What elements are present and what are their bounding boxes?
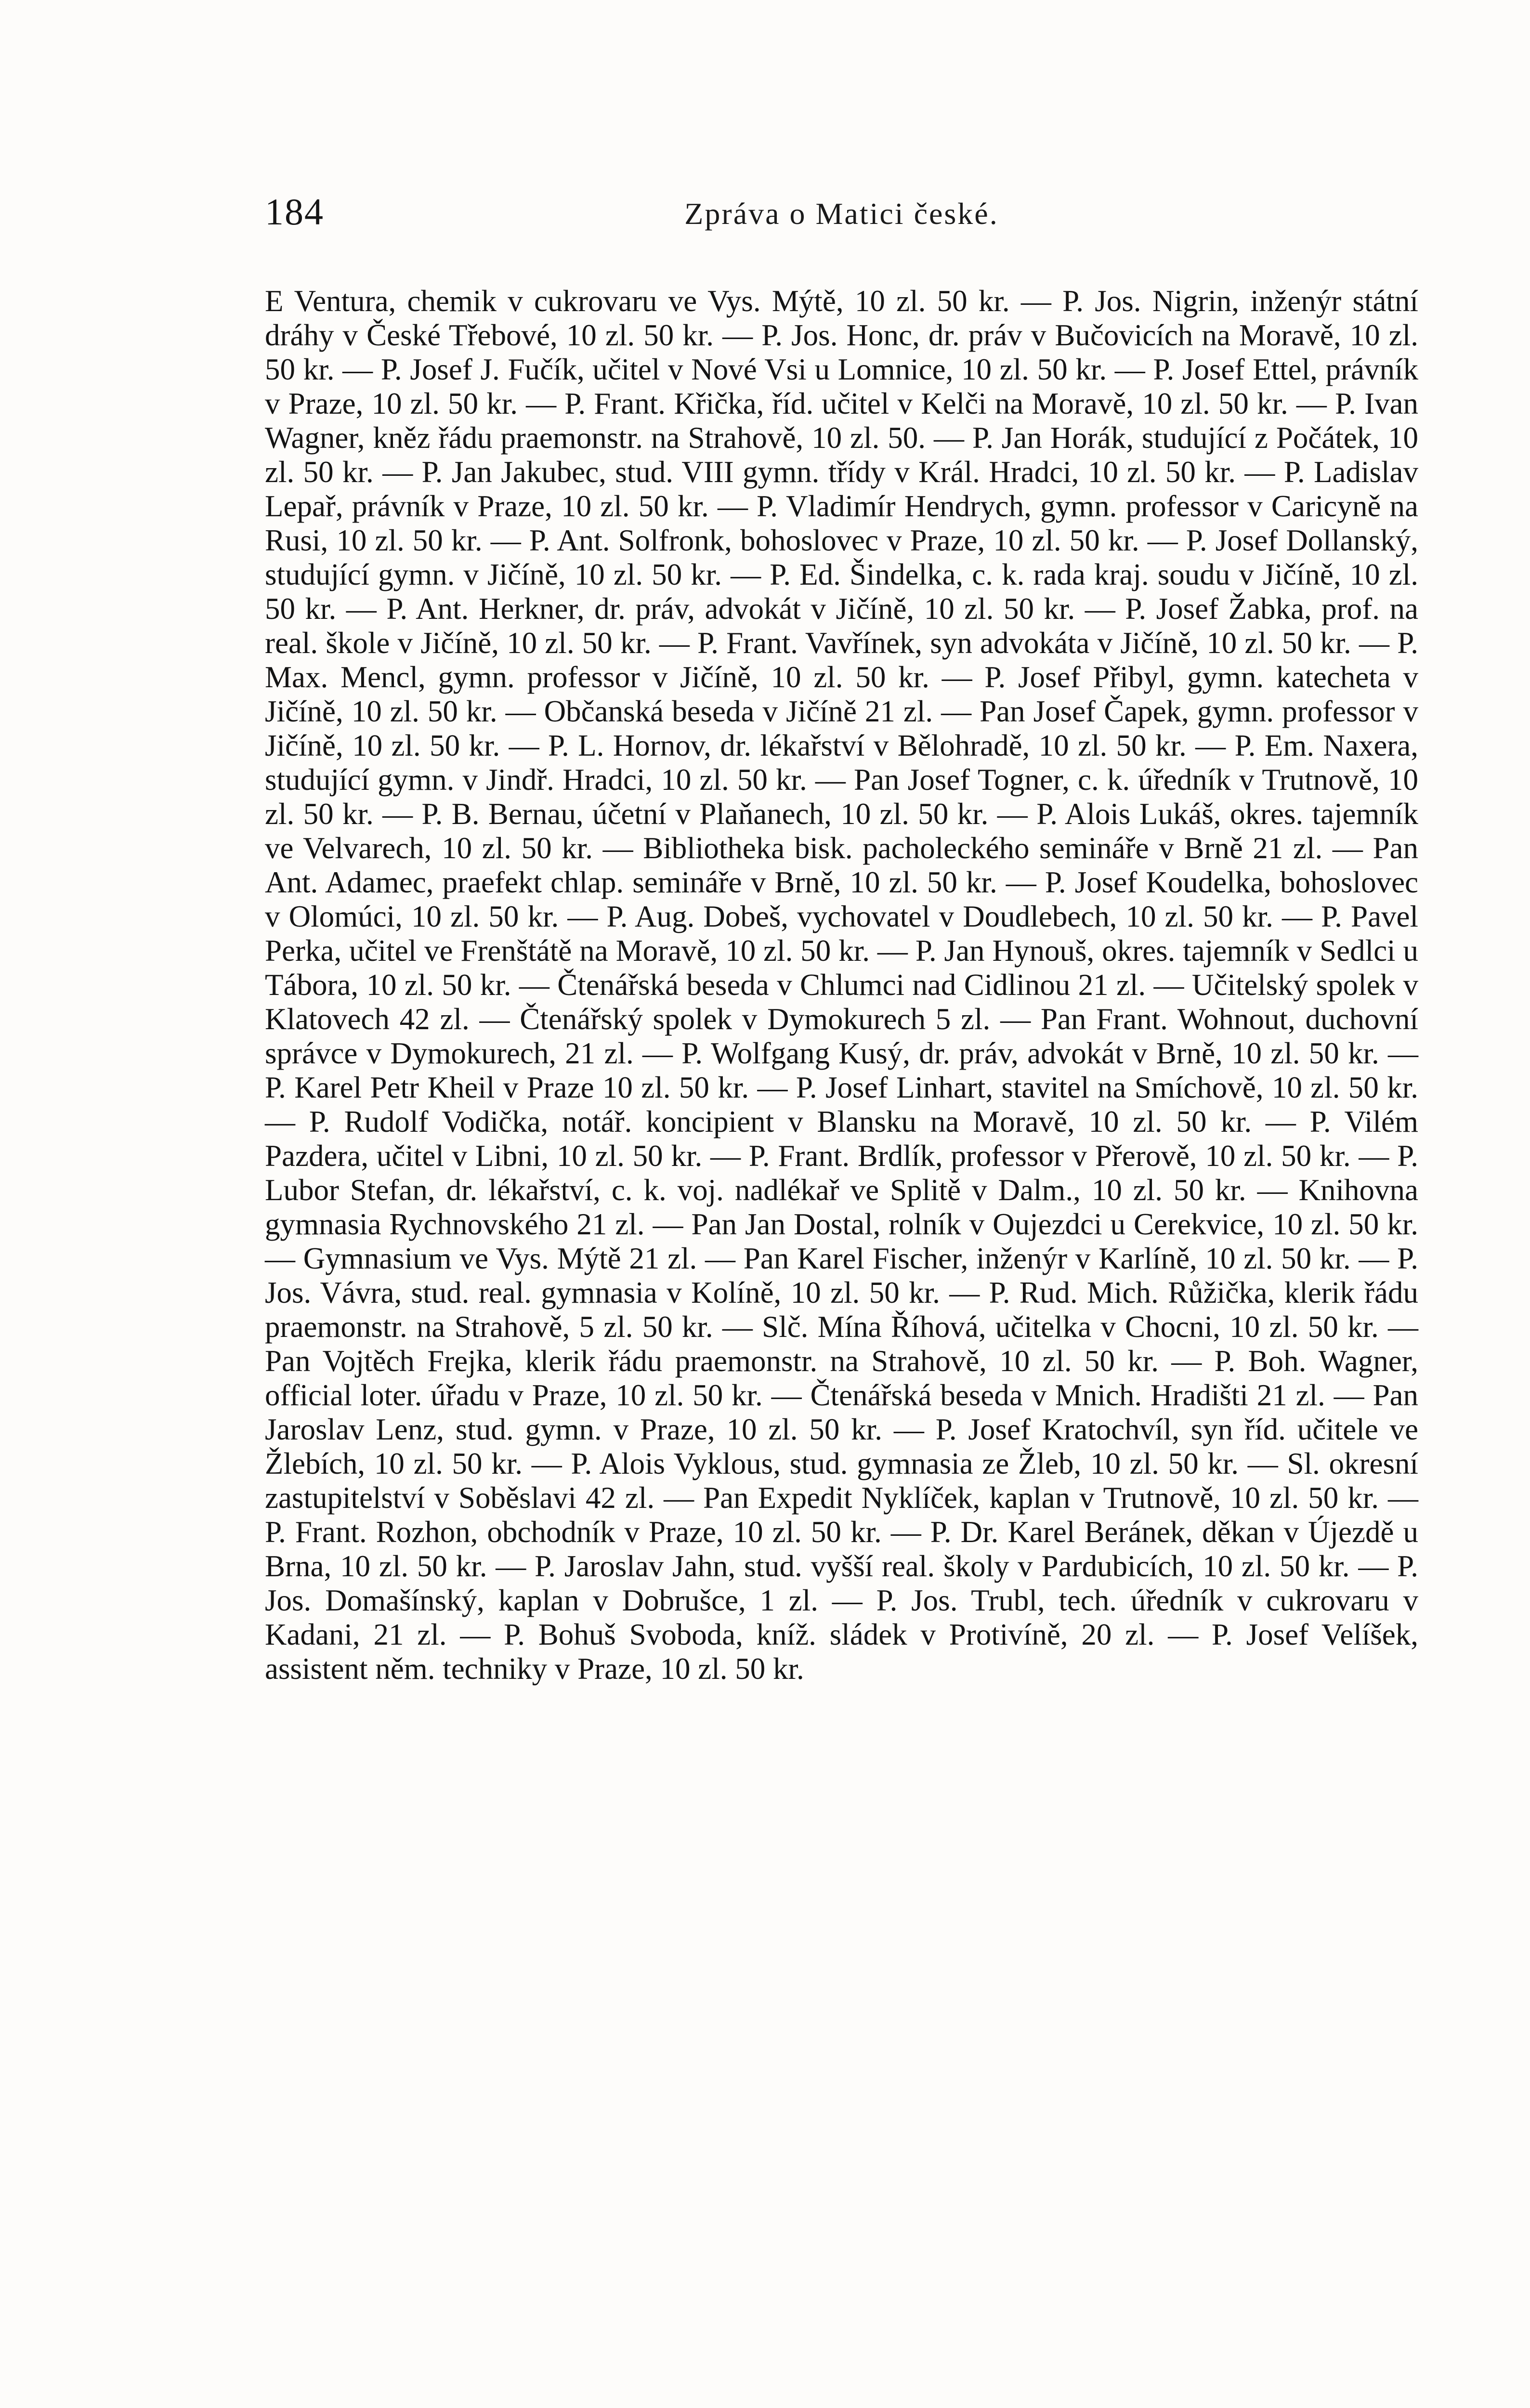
- page-number: 184: [265, 191, 324, 233]
- body-paragraph: E Ventura, chemik v cukrovaru ve Vys. Mýtě, 10 zl. 50 kr. — P. Jos. Nigrin, inženýr státní dráhy v České Třebové, 10 zl. 50 kr. — P. Jos. Honc, dr. práv v Bučovicích na Moravě, 10 zl. 50 kr. — P. Josef J. Fučík, učitel v Nové Vsi u Lomnice, 10 zl. 50 kr. — P. Josef Ettel, právník v Praze, 10 zl. 50 kr. — P. Frant. Křička, říd. učitel v Kelči na Moravě, 10 zl. 50 kr. — P. Ivan Wagner, kněz řádu praemonstr. na Strahově, 10 zl. 50. — P. Jan Horák, studující z Počátek, 10 zl. 50 kr. — P. Jan Jakubec, stud. VIII gymn. třídy v Král. Hradci, 10 zl. 50 kr. — P. Ladislav Lepař, právník v Praze, 10 zl. 50 kr. — P. Vladimír Hendrych, gymn. professor v Caricyně na Rusi, 10 zl. 50 kr. — P. Ant. Solfronk, bohoslovec v Praze, 10 zl. 50 kr. — P. Josef Dollanský, studující gymn. v Jičíně, 10 zl. 50 kr. — P. Ed. Šindelka, c. k. rada kraj. soudu v Jičíně, 10 zl. 50 kr. — P. Ant. Herkner, dr. práv, advokát v Jičíně, 10 zl. 50 kr. — P. Josef Žabka, prof. na real. škole v Jičíně, 10 zl. 50 kr. — P. Frant. Vavřínek, syn advokáta v Jičíně, 10 zl. 50 kr. — P. Max. Mencl, gymn. professor v Jičíně, 10 zl. 50 kr. — P. Josef Přibyl, gymn. katecheta v Jičíně, 10 zl. 50 kr. — Občanská beseda v Jičíně 21 zl. — Pan Josef Čapek, gymn. professor v Jičíně, 10 zl. 50 kr. — P. L. Hornov, dr. lékařství v Bělohradě, 10 zl. 50 kr. — P. Em. Naxera, studující gymn. v Jindř. Hradci, 10 zl. 50 kr. — Pan Josef Togner, c. k. úředník v Trutnově, 10 zl. 50 kr. — P. B. Bernau, účetní v Plaňanech, 10 zl. 50 kr. — P. Alois Lukáš, okres. tajemník ve Velvarech, 10 zl. 50 kr. — Bibliotheka bisk. pacholeckého semináře v Brně 21 zl. — Pan Ant. Adamec, praefekt chlap. semináře v Brně, 10 zl. 50 kr. — P. Josef Koudelka, bohoslovec v Olomúci, 10 zl. 50 kr. — P. Aug. Dobeš, vychovatel v Doudlebech, 10 zl. 50 kr. — P. Pavel Perka, učitel ve Frenštátě na Moravě, 10 zl. 50 kr. — P. Jan Hynouš, okres. tajemník v Sedlci u Tábora, 10 zl. 50 kr. — Čtenářská beseda v Chlumci nad Cidlinou 21 zl. — Učitelský spolek v Klatovech 42 zl. — Čtenářský spolek v Dymokurech 5 zl. — Pan Frant. Wohnout, duchovní správce v Dymokurech, 21 zl. — P. Wolfgang Kusý, dr. práv, advokát v Brně, 10 zl. 50 kr. — P. Karel Petr Kheil v Praze 10 zl. 50 kr. — P. Josef Linhart, stavitel na Smíchově, 10 zl. 50 kr. — P. Rudolf Vodička, notář. koncipient v Blansku na Moravě, 10 zl. 50 kr. — P. Vilém Pazdera, učitel v Libni, 10 zl. 50 kr. — P. Frant. Brdlík, professor v Přerově, 10 zl. 50 kr. — P. Lubor Stefan, dr. lékařství, c. k. voj. nadlékař ve Splitě v Dalm., 10 zl. 50 kr. — Knihovna gymnasia Rychnovského 21 zl. — Pan Jan Dostal, rolník v Oujezdci u Cerekvice, 10 zl. 50 kr. — Gymnasium ve Vys. Mýtě 21 zl. — Pan Karel Fischer, inženýr v Karlíně, 10 zl. 50 kr. — P. Jos. Vávra, stud. real. gymnasia v Kolíně, 10 zl. 50 kr. — P. Rud. Mich. Růžička, klerik řádu praemonstr. na Strahově, 5 zl. 50 kr. — Slč. Mína Říhová, učitelka v Chocni, 10 zl. 50 kr. — Pan Vojtěch Frejka, klerik řádu praemonstr. na Strahově, 10 zl. 50 kr. — P. Boh. Wagner, official loter. úřadu v Praze, 10 zl. 50 kr. — Čtenářská beseda v Mnich. Hradišti 21 zl. — Pan Jaroslav Lenz, stud. gymn. v Praze, 10 zl. 50 kr. — P. Josef Kratochvíl, syn říd. učitele ve Žlebích, 10 zl. 50 kr. — P. Alois Vyklous, stud. gymnasia ze Žleb, 10 zl. 50 kr. — Sl. okresní zastupitelství v Soběslavi 42 zl. — Pan Expedit Nyklíček, kaplan v Trutnově, 10 zl. 50 kr. — P. Frant. Rozhon, obchodník v Praze, 10 zl. 50 kr. — P. Dr. Karel Beránek, děkan v Újezdě u Brna, 10 zl. 50 kr. — P. Jaroslav Jahn, stud. vyšší real. školy v Pardubicích, 10 zl. 50 kr. — P. Jos. Domašínský, kaplan v Dobrušce, 1 zl. — P. Jos. Trubl, tech. úředník v cukrovaru v Kadani, 21 zl. — P. Bohuš Svoboda, kníž. sládek v Protivíně, 20 zl. — P. Josef Velíšek, assistent něm. techniky v Praze, 10 zl. 50 kr.: [265, 284, 1418, 1686]
- page-header: [265, 188, 1418, 241]
- running-title: Zpráva o Matici české.: [684, 196, 999, 231]
- donor-list-text: [265, 284, 1418, 1686]
